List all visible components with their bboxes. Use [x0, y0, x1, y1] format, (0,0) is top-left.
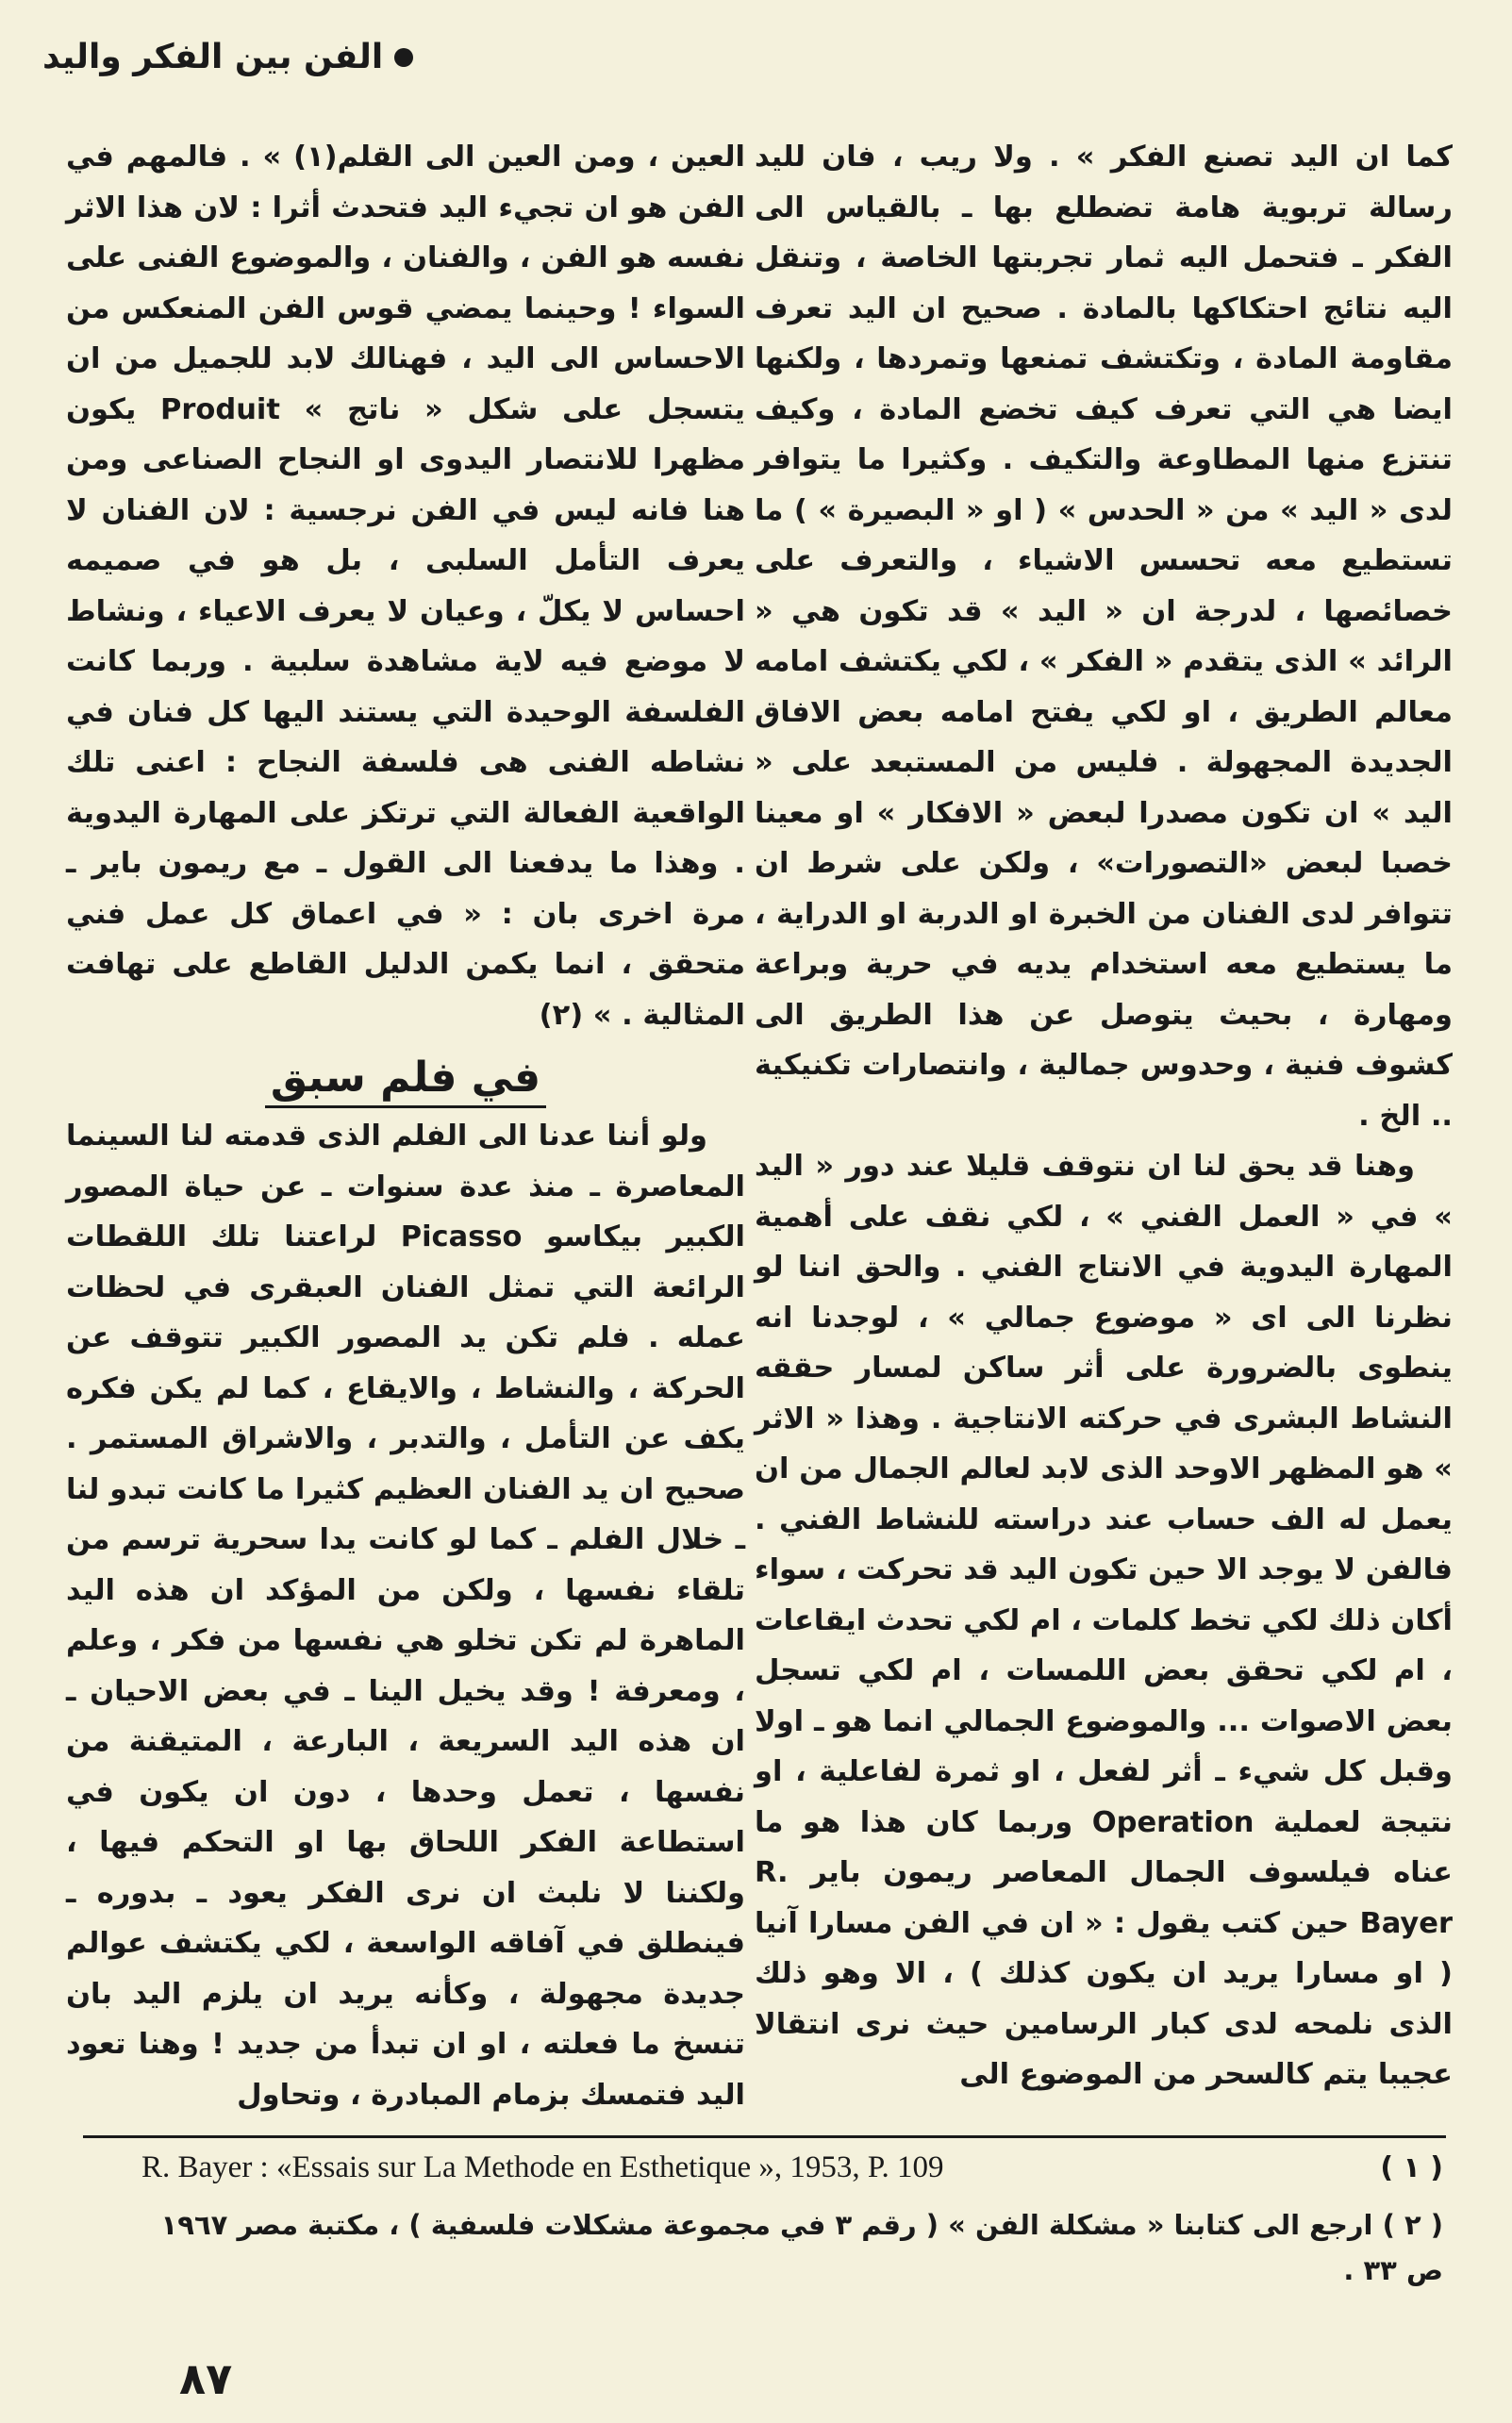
- paragraph: العين ، ومن العين الى القلم(١) » . فالمهم في الفن هو ان تجيء اليد فتحدث أثرا : لان هذا الاثر نفسه هو الفن ، والفنان ، والموضوع الفنى على السواء ! وحينما يمضي قوس الفن المنعكس من الاحساس الى اليد ، فهنالك لابد للجميل من ان يتسجل على شكل « ناتج » Produit يكون مظهرا للانتصار اليدوى او النجاح الصناعى ومن هنا فانه ليس في الفن نرجسية : لان الفنان لا يعرف التأمل السلبى ، بل هو في صميمه احساس لا يكلّ ، وعيان لا يعرف الاعياء ، ونشاط لا موضع فيه لاية مشاهدة سلبية . وربما كانت الفلسفة الوحيدة التي يستند اليها كل فنان في نشاطه الفنى هى فلسفة النجاح : اعنى تلك الواقعية الفعالة التي ترتكز على المهارة اليدوية . وهذا ما يدفعنا الى القول ـ مع ريمون باير ـ مرة اخرى بان : « في اعماق كل عمل فني متحقق ، انما يكمن الدليل القاطع على تهافت المثالية . » (٢): [66, 141, 745, 1032]
- footnote-1: [141, 2150, 1443, 2185]
- paragraph: كما ان اليد تصنع الفكر » . ولا ريب ، فان لليد رسالة تربوية هامة تضطلع بها ـ بالقياس الى الفكر ـ فتحمل اليه ثمار تجربتها الخاصة ، وتنقل اليه نتائج احتكاكها بالمادة . صحيح ان اليد تعرف مقاومة المادة ، وتكتشف تمنعها وتمردها ، ولكنها ايضا هي التي تعرف كيف تخضع المادة ، وكيف تنتزع منها المطاوعة والتكيف . وكثيرا ما يتوافر لدى « اليد » من « الحدس » ( او « البصيرة » ) ما تستطيع معه تحسس الاشياء ، والتعرف على خصائصها ، لدرجة ان « اليد » قد تكون هي « الرائد » الذى يتقدم « الفكر » ، لكي يكتشف امامه معالم الطريق ، او لكي يفتح امامه بعض الافاق الجديدة المجهولة . فليس من المستبعد على « اليد » ان تكون مصدرا لبعض « الافكار » او معينا خصبا لبعض «التصورات» ، ولكن على شرط ان تتوافر لدى الفنان من الخبرة او الدربة او الدراية ، ما يستطيع معه استخدام يديه في حرية وبراعة ومهارة ، بحيث يتوصل عن هذا الطريق الى كشوف فنية ، وحدوس جمالية ، وانتصارات تكنيكية .. الخ .: [755, 141, 1453, 1133]
- running-header: [42, 38, 413, 76]
- footnote-1-number: ( ١ ): [1380, 2151, 1443, 2184]
- right-column: [755, 132, 1453, 2100]
- paragraph: ولو أننا عدنا الى الفلم الذى قدمته لنا السينما المعاصرة ـ منذ عدة سنوات ـ عن حياة المصور الكبير بيكاسو Picasso لراعتنا تلك اللقطات الرائعة التي تمثل الفنان العبقرى في لحظات عمله . فلم تكن يد المصور الكبير تتوقف عن الحركة ، والنشاط ، والايقاع ، كما لم يكن فكره يكف عن التأمل ، والتدبر ، والاشراق المستمر . صحيح ان يد الفنان العظيم كثيرا ما كانت تبدو لنا ـ خلال الفلم ـ كما لو كانت يدا سحرية ترسم من تلقاء نفسها ، ولكن من المؤكد ان هذه اليد الماهرة لم تكن تخلو هي نفسها من فكر ، وعلم ، ومعرفة ! وقد يخيل الينا ـ في بعض الاحيان ـ ان هذه اليد السريعة ، البارعة ، المتيقنة من نفسها ، تعمل وحدها ، دون ان يكون في استطاعة الفكر اللحاق بها او التحكم فيها ، ولكننا لا نلبث ان نرى الفكر يعود ـ بدوره ـ فينطلق في آفاقه الواسعة ، لكي يكتشف عوالم جديدة مجهولة ، وكأنه يريد ان يلزم اليد بان تنسخ ما فعلته ، او ان تبدأ من جديد ! وهنا تعود اليد فتمسك بزمام المبادرة ، وتحاول: [66, 1120, 745, 2112]
- footnote-divider: [83, 2135, 1446, 2138]
- section-subheading: [66, 1054, 745, 1102]
- page-number: ٨٧: [179, 2353, 233, 2404]
- running-title: الفن بين الفكر واليد: [42, 38, 384, 76]
- footnote-1-text: R. Bayer : «Essais sur La Methode en Esthetique », 1953, P. 109: [141, 2150, 944, 2184]
- left-column: [66, 132, 745, 2120]
- paragraph: وهنا قد يحق لنا ان نتوقف قليلا عند دور « اليد » في « العمل الفني » ، لكي نقف على أهمية المهارة اليدوية في الانتاج الفني . والحق اننا لو نظرنا الى اى « موضوع جمالي » ، لوجدنا انه ينطوى بالضرورة على أثر ساكن لمسار حققه النشاط البشرى في حركته الانتاجية . وهذا « الاثر » هو المظهر الاوحد الذى لابد لعالم الجمال من ان يعمل له الف حساب عند دراسته للنشاط الفني . فالفن لا يوجد الا حين تكون اليد قد تحركت ، سواء أكان ذلك لكي تخط كلمات ، ام لكي تحدث ايقاعات ، ام لكي تحقق بعض اللمسات ، ام لكي تسجل بعض الاصوات ... والموضوع الجمالي انما هو ـ اولا وقبل كل شيء ـ أثر لفعل ، او ثمرة لفاعلية ، او نتيجة لعملية Operation وربما كان هذا هو ما عناه فيلسوف الجمال المعاصر ريمون باير R. Bayer حين كتب يقول : « ان في الفن مسارا آنيا ( او مسارا يريد ان يكون كذلك ) ، الا وهو ذلك الذى نلمحه لدى كبار الرسامين حيث نرى انتقالا عجيبا يتم كالسحر من الموضوع الى: [754, 1150, 1453, 2091]
- bullet-icon: [394, 48, 413, 67]
- footnote-2: ( ٢ ) ارجع الى كتابنا « مشكلة الفن » ( رقم ٣ في مجموعة مشكلات فلسفية ) ، مكتبة مصر ١٩٦٧ ص ٣٣ .: [160, 2209, 1443, 2286]
- subheading-text: في فلم سبق: [265, 1054, 546, 1108]
